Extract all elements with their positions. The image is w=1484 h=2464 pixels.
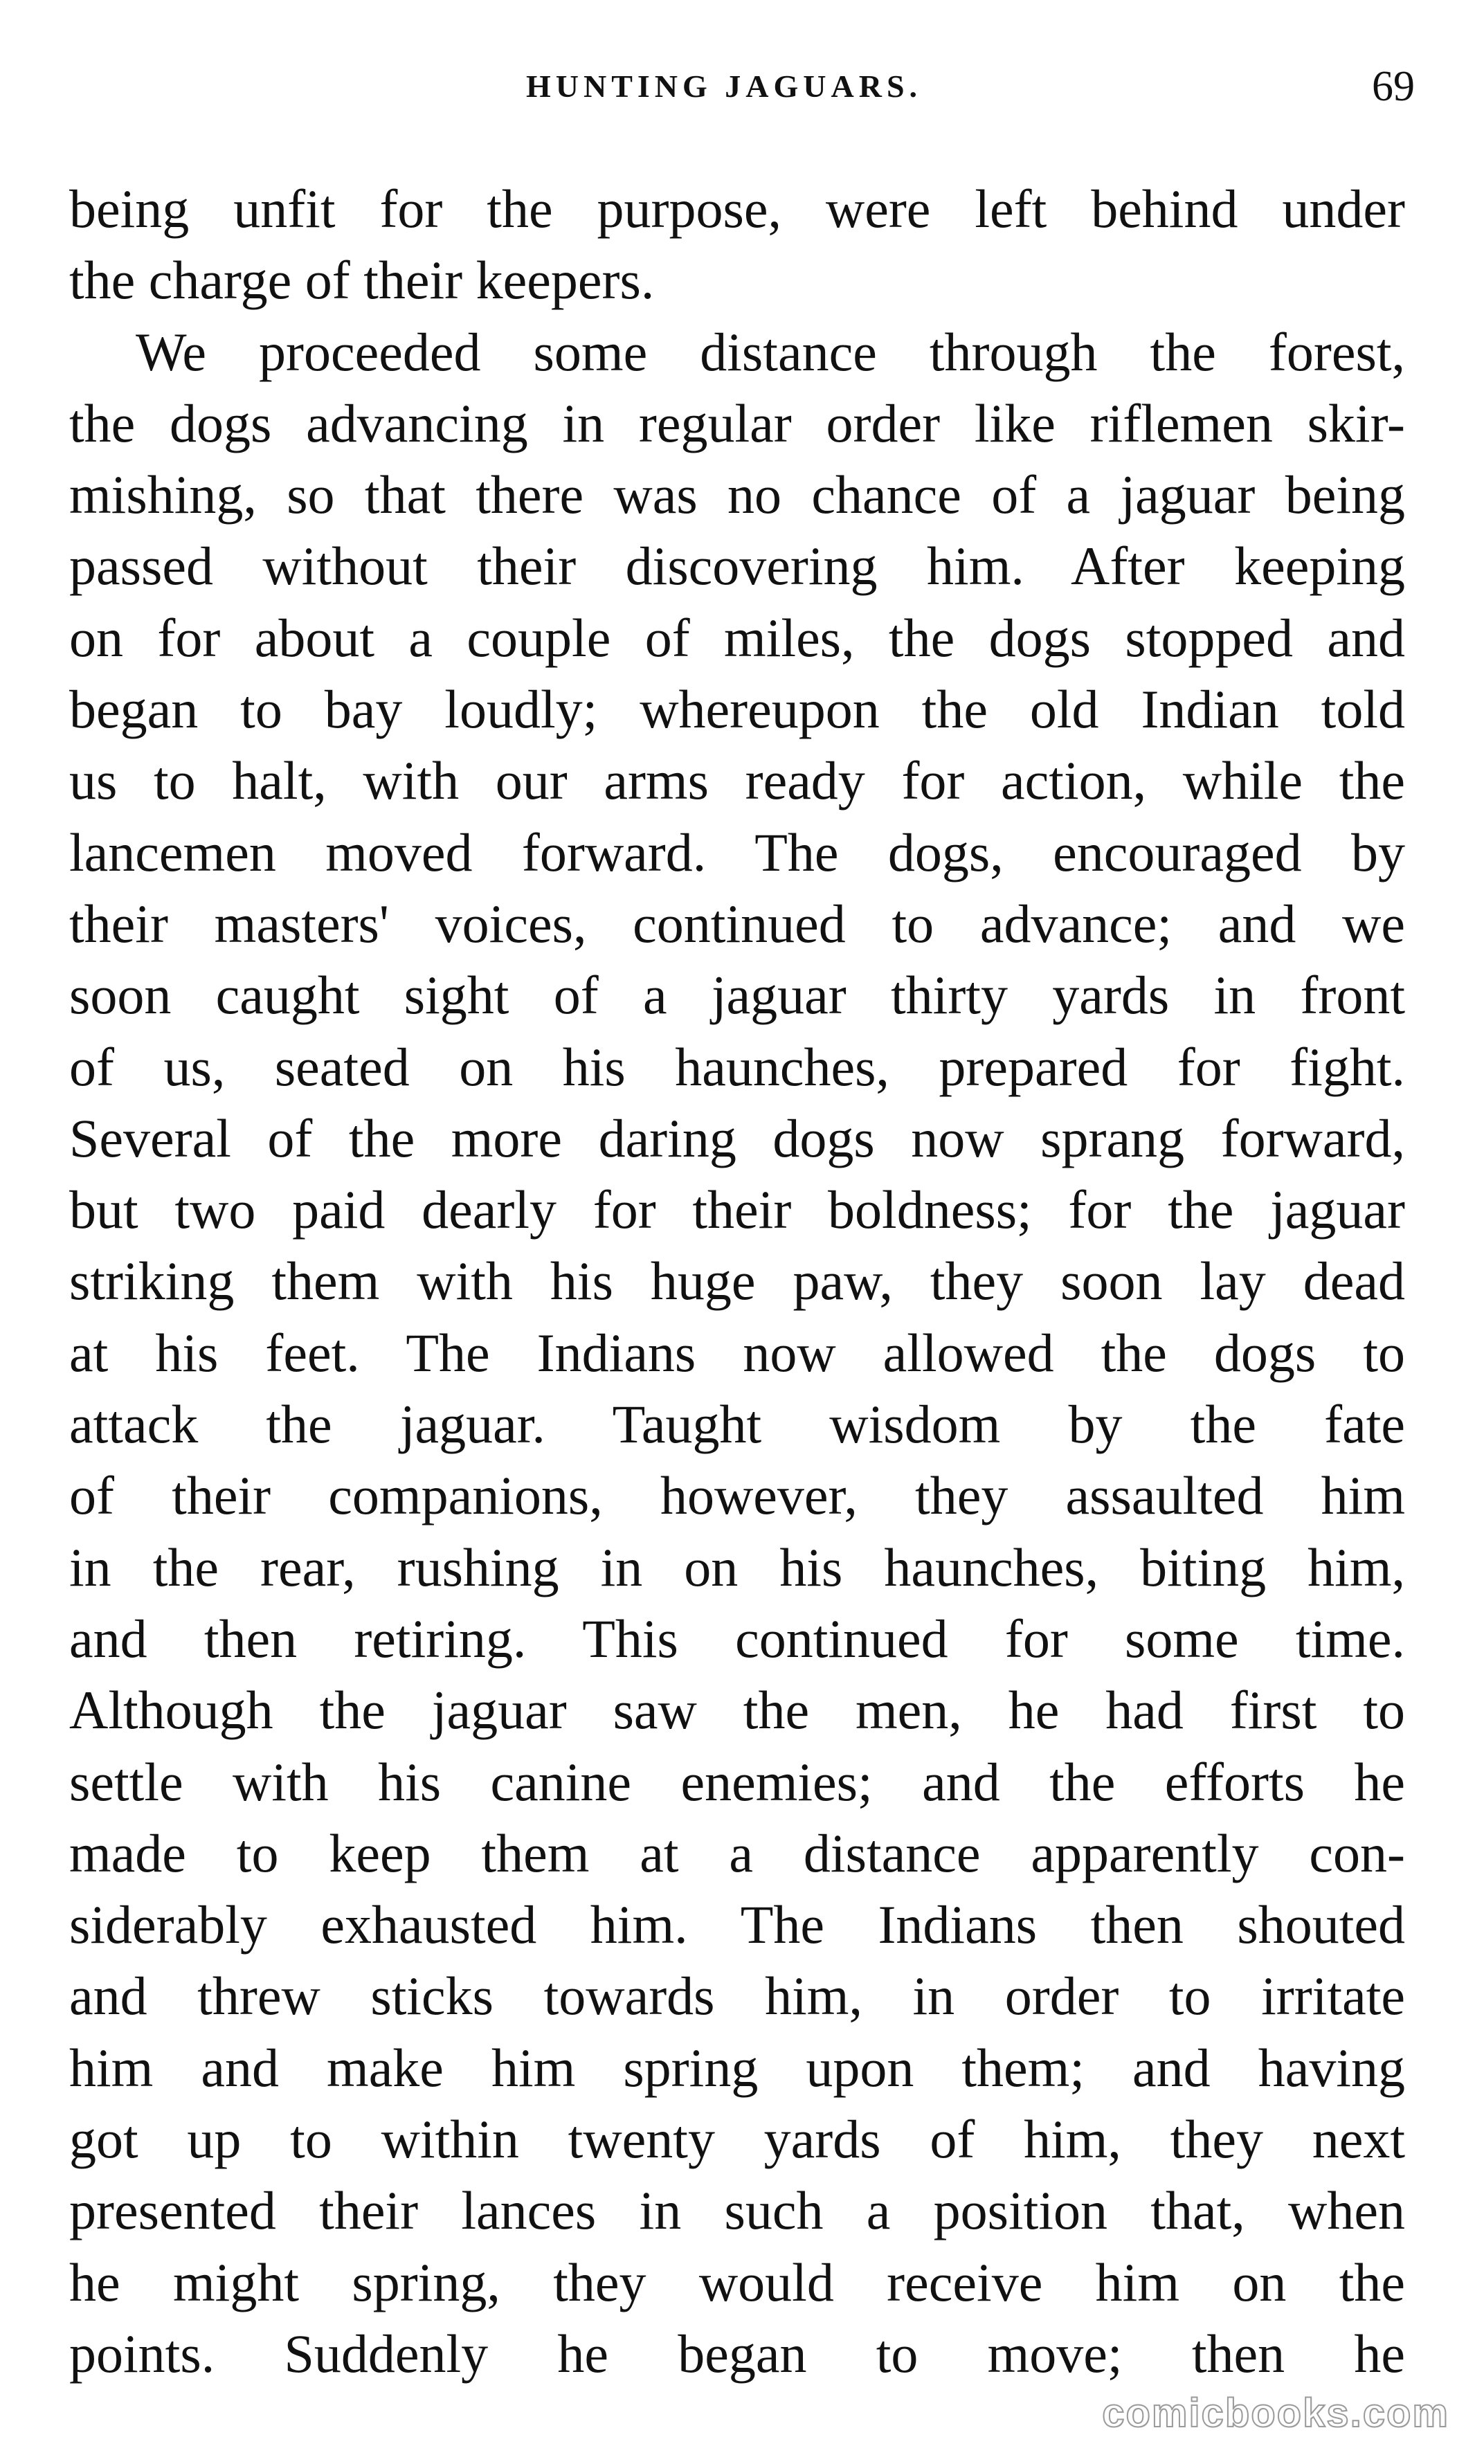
text-line: the charge of their keepers. [69,250,655,311]
text-line: being unfit for the purpose, were left behind under [69,179,1405,239]
text-line: in the rear, rushing in on his haunches, biting him, [69,1537,1405,1597]
text-line: began to bay loudly; whereupon the old Indian told [69,679,1405,740]
text-line: striking them with his huge paw, they soon lay dead [69,1251,1405,1312]
running-head-title: HUNTING JAGUARS. [526,69,923,104]
text-line: of their companions, however, they assaulted him [69,1465,1405,1526]
text-line: attack the jaguar. Taught wisdom by the fate [69,1394,1405,1455]
text-line: but two paid dearly for their boldness; for the jaguar [69,1179,1405,1240]
text-line: siderably exhausted him. The Indians then shouted [69,1894,1405,1955]
text-line: settle with his canine enemies; and the efforts he [69,1751,1405,1812]
text-line: got up to within twenty yards of him, they next [69,2109,1405,2170]
text-line: he might spring, they would receive him on the [69,2252,1405,2312]
text-line: presented their lances in such a position that, when [69,2180,1405,2241]
text-line: and then retiring. This continued for some time. [69,1608,1405,1669]
text-line: Several of the more daring dogs now sprang forward, [69,1107,1405,1168]
text-line: of us, seated on his haunches, prepared for fight. [69,1036,1405,1097]
body-text [69,173,1405,2389]
text-line: made to keep them at a distance apparently con- [69,1822,1405,1883]
text-line: their masters' voices, continued to advance; and we [69,893,1405,954]
text-line: at his feet. The Indians now allowed the dogs to [69,1322,1405,1383]
text-line: him and make him spring upon them; and having [69,2037,1405,2098]
text-line: We proceeded some distance through the forest, [136,321,1405,382]
text-line: mishing, so that there was no chance of a jaguar being [69,464,1405,525]
text-line: and threw sticks towards him, in order to irritate [69,1966,1405,2027]
text-line: lancemen moved forward. The dogs, encouraged by [69,822,1405,882]
text-line: passed without their discovering him. After keeping [69,536,1405,597]
text-line: Although the jaguar saw the men, he had first to [69,1680,1405,1741]
site-watermark: comicbooks.com [1102,2391,1449,2436]
text-line: soon caught sight of a jaguar thirty yards in front [69,965,1405,1026]
text-line: on for about a couple of miles, the dogs stopped and [69,607,1405,668]
text-line: us to halt, with our arms ready for action, while the [69,750,1405,811]
page-number: 69 [1372,63,1415,110]
text-line: the dogs advancing in regular order like riflemen skir- [69,392,1405,453]
text-line: points. Suddenly he began to move; then he [69,2323,1405,2384]
